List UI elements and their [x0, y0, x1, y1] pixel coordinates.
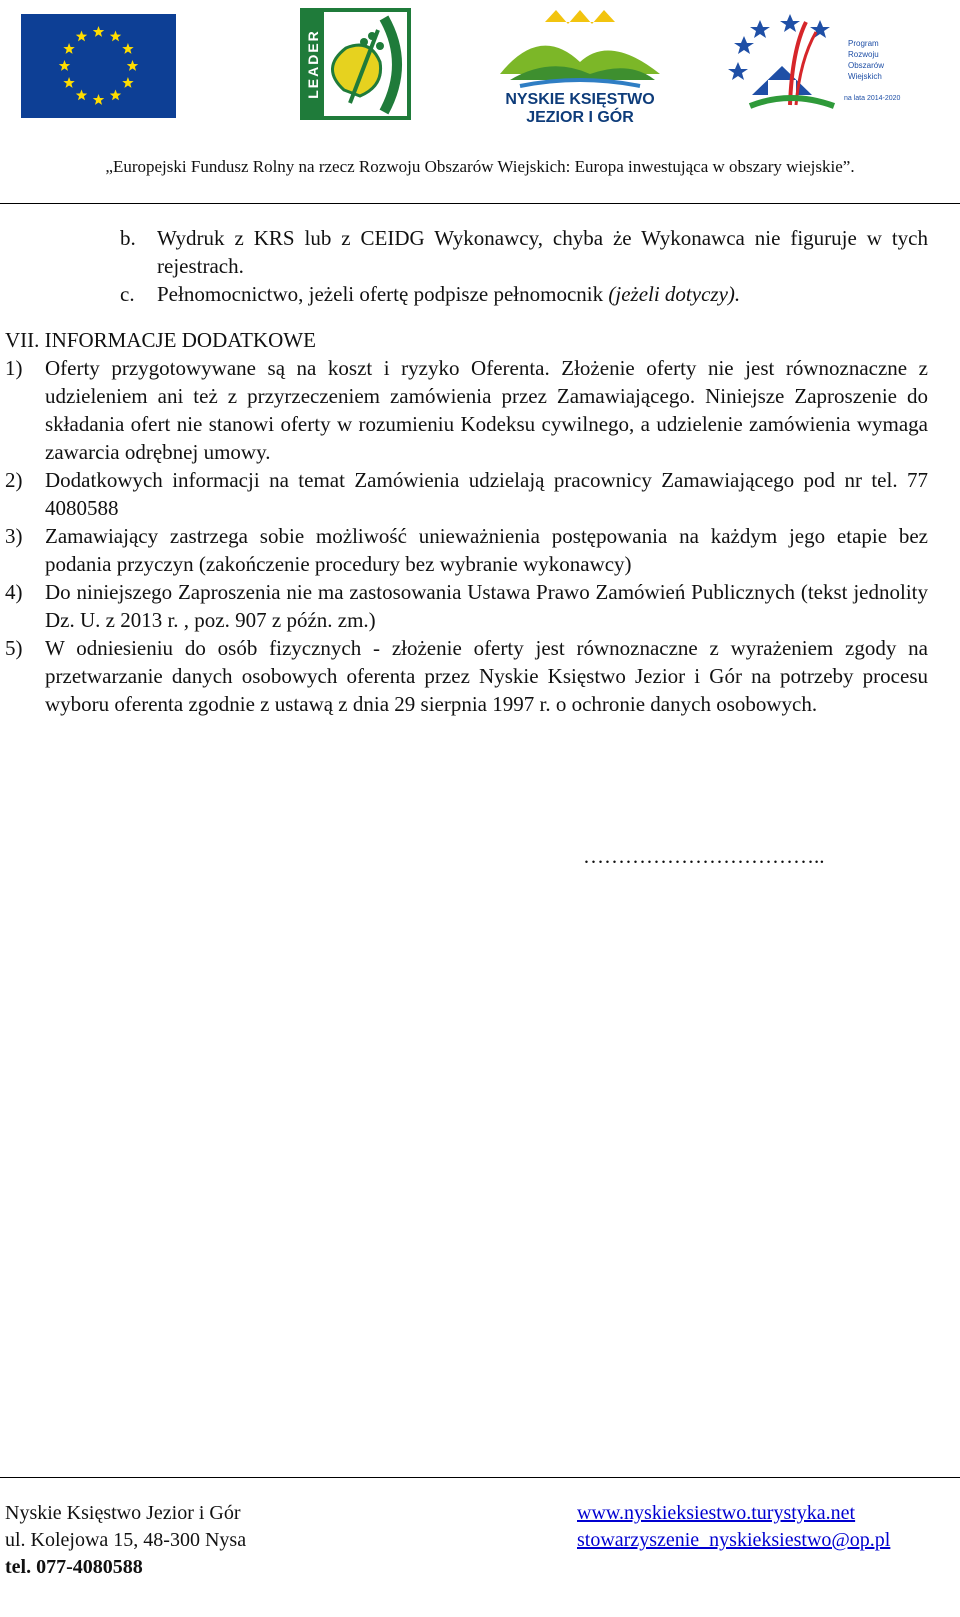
- prow-logo-line4: Wiejskich: [848, 72, 882, 81]
- list-item-text: [157, 280, 928, 308]
- nyskie-ksiestwo-logo: [490, 4, 670, 129]
- list-marker: 1): [5, 356, 23, 380]
- list-marker: c.: [120, 282, 135, 306]
- list-item-text: Do niniejszego Zaproszenia nie ma zastosowania Ustawa Prawo Zamówień Publicznych (tekst jednolity Dz. U. z 2013 r. , poz. 907 z późn. zm.): [45, 580, 928, 632]
- list-marker: 4): [5, 580, 23, 604]
- list-item-text-main: Pełnomocnictwo, jeżeli ofertę podpisze pełnomocnik: [157, 282, 609, 306]
- leader-logo-text: LEADER: [305, 29, 321, 99]
- list-item: [5, 634, 928, 718]
- list-item: [120, 224, 928, 280]
- footer-address: ul. Kolejowa 15, 48-300 Nysa: [5, 1529, 247, 1551]
- prow-logo: [730, 10, 901, 120]
- footer-org-name: Nyskie Księstwo Jezior i Gór: [5, 1502, 241, 1524]
- list-item: [120, 280, 928, 308]
- document-body: [5, 224, 928, 718]
- signature-placeholder: ……………………………..: [583, 844, 825, 868]
- list-item: [5, 466, 928, 522]
- list-marker: b.: [120, 226, 136, 250]
- lgd-logo-line2: JEZIOR I GÓR: [526, 109, 634, 126]
- leader-logo: [300, 8, 411, 120]
- list-marker: 3): [5, 524, 23, 548]
- header-logos: [0, 0, 960, 140]
- lgd-logo-line1: NYSKIE KSIĘSTWO: [505, 91, 655, 108]
- prow-logo-line3: Obszarów: [848, 61, 885, 70]
- footer-contact: [5, 1500, 246, 1581]
- prow-logo-line2: Rozwoju: [848, 50, 879, 59]
- list-item: [5, 578, 928, 634]
- email-link[interactable]: stowarzyszenie_nyskieksiestwo@op.pl: [577, 1529, 891, 1551]
- eu-flag-logo: [21, 14, 176, 118]
- website-link[interactable]: www.nyskieksiestwo.turystyka.net: [577, 1502, 856, 1524]
- list-item-text: Dodatkowych informacji na temat Zamówienia udzielają pracownicy Zamawiającego pod nr tel. 77 4080588: [45, 468, 928, 520]
- list-item: [5, 354, 928, 466]
- list-item: [5, 522, 928, 578]
- footer-divider: [0, 1477, 960, 1478]
- list-item-text: Zamawiający zastrzega sobie możliwość unieważnienia postępowania na każdym jego etapie bez podania przyczyn (zakończenie procedury bez wybranie wykonawcy): [45, 524, 928, 576]
- footer-links: [577, 1500, 890, 1554]
- list-item-text: Wydruk z KRS lub z CEIDG Wykonawcy, chyba że Wykonawca nie figuruje w tych rejestrach.: [157, 226, 928, 278]
- section-title: VII. INFORMACJE DODATKOWE: [5, 328, 316, 352]
- header-divider: [0, 203, 960, 204]
- list-item-text-italic: (jeżeli dotyczy).: [608, 282, 741, 306]
- list-marker: 2): [5, 468, 23, 492]
- list-item-text: W odniesieniu do osób fizycznych - złożenie oferty jest równoznaczne z wyrażeniem zgody na przetwarzanie danych osobowych oferenta przez Nyskie Księstwo Jezior i Gór na potrzeby procesu wyboru oferenta zgodnie z ustawą z dnia 29 sierpnia 1997 r. o ochronie danych osobowych.: [45, 636, 928, 716]
- list-item-text: Oferty przygotowywane są na koszt i ryzyko Oferenta. Złożenie oferty nie jest równoznaczne z udzieleniem ani też z przyrzeczeniem zamówienia przez Zamawiającego. Niniejsze Zaproszenie do składania ofert nie stanowi oferty w rozumieniu Kodeksu cywilnego, a udzielenie zamówienia wymaga zawarcia odrębnej umowy.: [45, 356, 928, 464]
- prow-logo-line1: Program: [848, 39, 879, 48]
- prow-logo-line5: na lata 2014-2020: [844, 95, 901, 102]
- footer-phone: tel. 077-4080588: [5, 1556, 143, 1578]
- list-marker: 5): [5, 636, 23, 660]
- funding-tagline: „Europejski Fundusz Rolny na rzecz Rozwoju Obszarów Wiejskich: Europa inwestująca w obszary wiejskie”.: [105, 157, 855, 176]
